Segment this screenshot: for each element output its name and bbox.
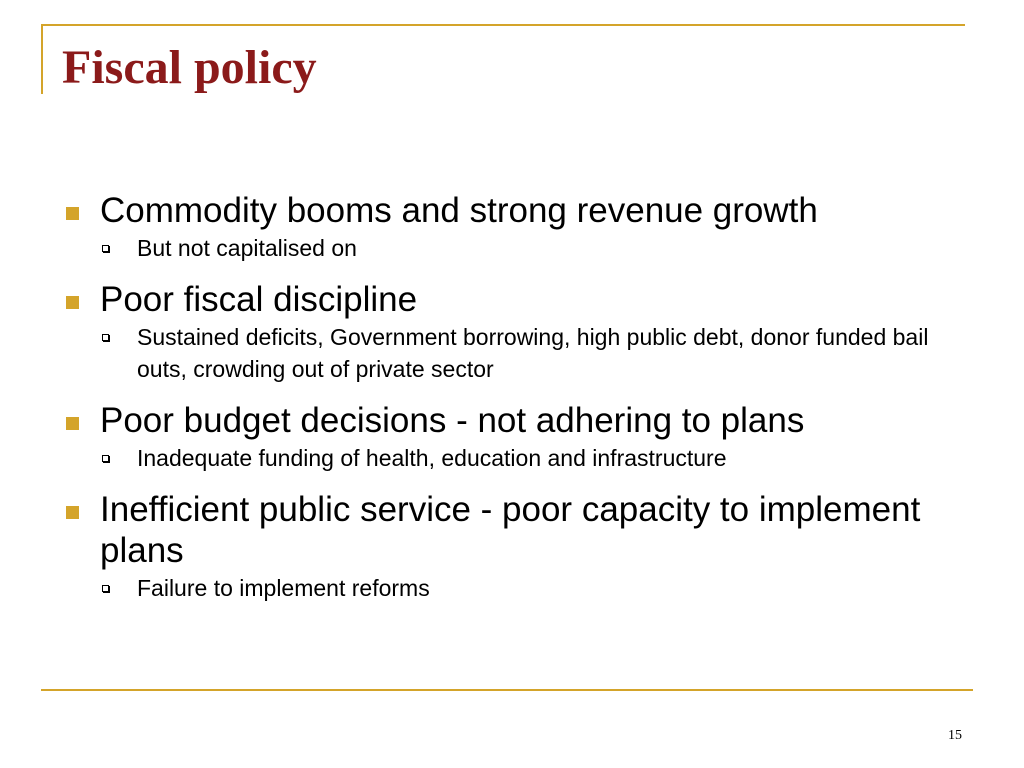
frame-vertical-line xyxy=(41,24,43,94)
frame-top-line xyxy=(41,24,965,26)
bullet-text: Commodity booms and strong revenue growth xyxy=(100,191,818,230)
slide-title: Fiscal policy xyxy=(62,41,317,94)
bullet-text: Poor budget decisions - not adhering to plans xyxy=(100,401,805,440)
sub-bullet-item xyxy=(62,321,962,385)
square-bullet-icon xyxy=(66,296,79,309)
sub-bullet-item xyxy=(62,232,962,264)
square-bullet-icon xyxy=(66,417,79,430)
bullet-text: Inefficient public service - poor capacity to implement plans xyxy=(100,490,921,570)
sub-bullet-text: Failure to implement reforms xyxy=(137,575,430,601)
sub-bullet-text: Sustained deficits, Government borrowing, high public debt, donor funded bail outs, crowding out of private sector xyxy=(137,324,929,382)
square-bullet-icon xyxy=(66,506,79,519)
hollow-square-bullet-icon xyxy=(102,585,109,592)
hollow-square-bullet-icon xyxy=(102,455,109,462)
square-bullet-icon xyxy=(66,207,79,220)
page-number: 15 xyxy=(948,728,962,743)
bullet-list xyxy=(62,184,962,604)
hollow-square-bullet-icon xyxy=(102,245,109,252)
sub-bullet-text: But not capitalised on xyxy=(137,235,357,261)
bullet-item xyxy=(62,190,962,231)
sub-bullet-item xyxy=(62,572,962,604)
hollow-square-bullet-icon xyxy=(102,334,109,341)
bullet-item xyxy=(62,400,962,441)
sub-bullet-item xyxy=(62,442,962,474)
frame-bottom-line xyxy=(41,689,973,691)
bullet-item xyxy=(62,279,962,320)
bullet-item xyxy=(62,489,962,571)
sub-bullet-text: Inadequate funding of health, education and infrastructure xyxy=(137,445,727,471)
bullet-text: Poor fiscal discipline xyxy=(100,280,418,319)
